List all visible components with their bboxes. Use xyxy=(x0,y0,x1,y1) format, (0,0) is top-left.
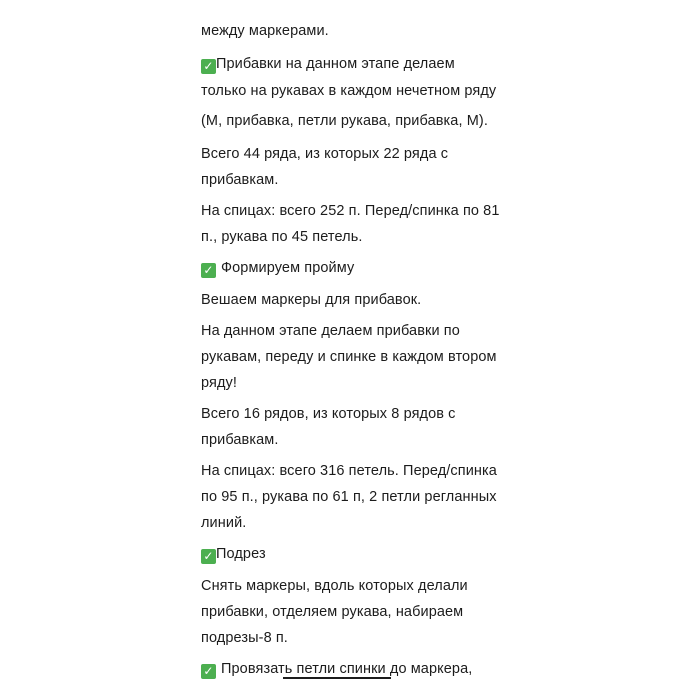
text-line: Вешаем маркеры для прибавок. xyxy=(201,292,422,308)
text-line: только на рукавах в каждом нечетном ряду xyxy=(201,83,497,99)
text-line: рукавам, переду и спинке в каждом втором xyxy=(201,349,497,365)
text-line: ряду! xyxy=(201,375,237,391)
text-line: между маркерами. xyxy=(201,23,329,39)
check-mark-icon: ✓ xyxy=(201,263,216,278)
check-line xyxy=(201,259,354,278)
check-line xyxy=(201,55,455,74)
text-line: подрезы-8 п. xyxy=(201,630,288,646)
check-line xyxy=(201,545,266,564)
text-line: Прибавки на данном этапе делаем xyxy=(216,56,455,72)
text-line: Провязать петли спинки до маркера, xyxy=(221,661,473,677)
text-line: На спицах: всего 252 п. Перед/спинка по 81 xyxy=(201,203,500,219)
text-line: по 95 п., рукава по 61 п, 2 петли регланных xyxy=(201,489,497,505)
check-mark-icon: ✓ xyxy=(201,549,216,564)
text-line: Подрез xyxy=(216,546,266,562)
text-line: прибавкам. xyxy=(201,172,279,188)
underline-stroke xyxy=(283,677,391,679)
text-line: линий. xyxy=(201,515,247,531)
text-line: п., рукава по 45 петель. xyxy=(201,229,363,245)
text-line: На данном этапе делаем прибавки по xyxy=(201,323,460,339)
text-line: На спицах: всего 316 петель. Перед/спинка xyxy=(201,463,497,479)
text-line: Снять маркеры, вдоль которых делали xyxy=(201,578,468,594)
text-line: Формируем пройму xyxy=(221,260,355,276)
text-line: прибавкам. xyxy=(201,432,279,448)
check-mark-icon: ✓ xyxy=(201,664,216,679)
text-line: (М, прибавка, петли рукава, прибавка, М). xyxy=(201,113,488,129)
text-line: прибавки, отделяем рукава, набираем xyxy=(201,604,464,620)
text-line: Всего 16 рядов, из которых 8 рядов с xyxy=(201,406,456,422)
check-mark-icon: ✓ xyxy=(201,59,216,74)
text-line: Всего 44 ряда, из которых 22 ряда с xyxy=(201,146,449,162)
